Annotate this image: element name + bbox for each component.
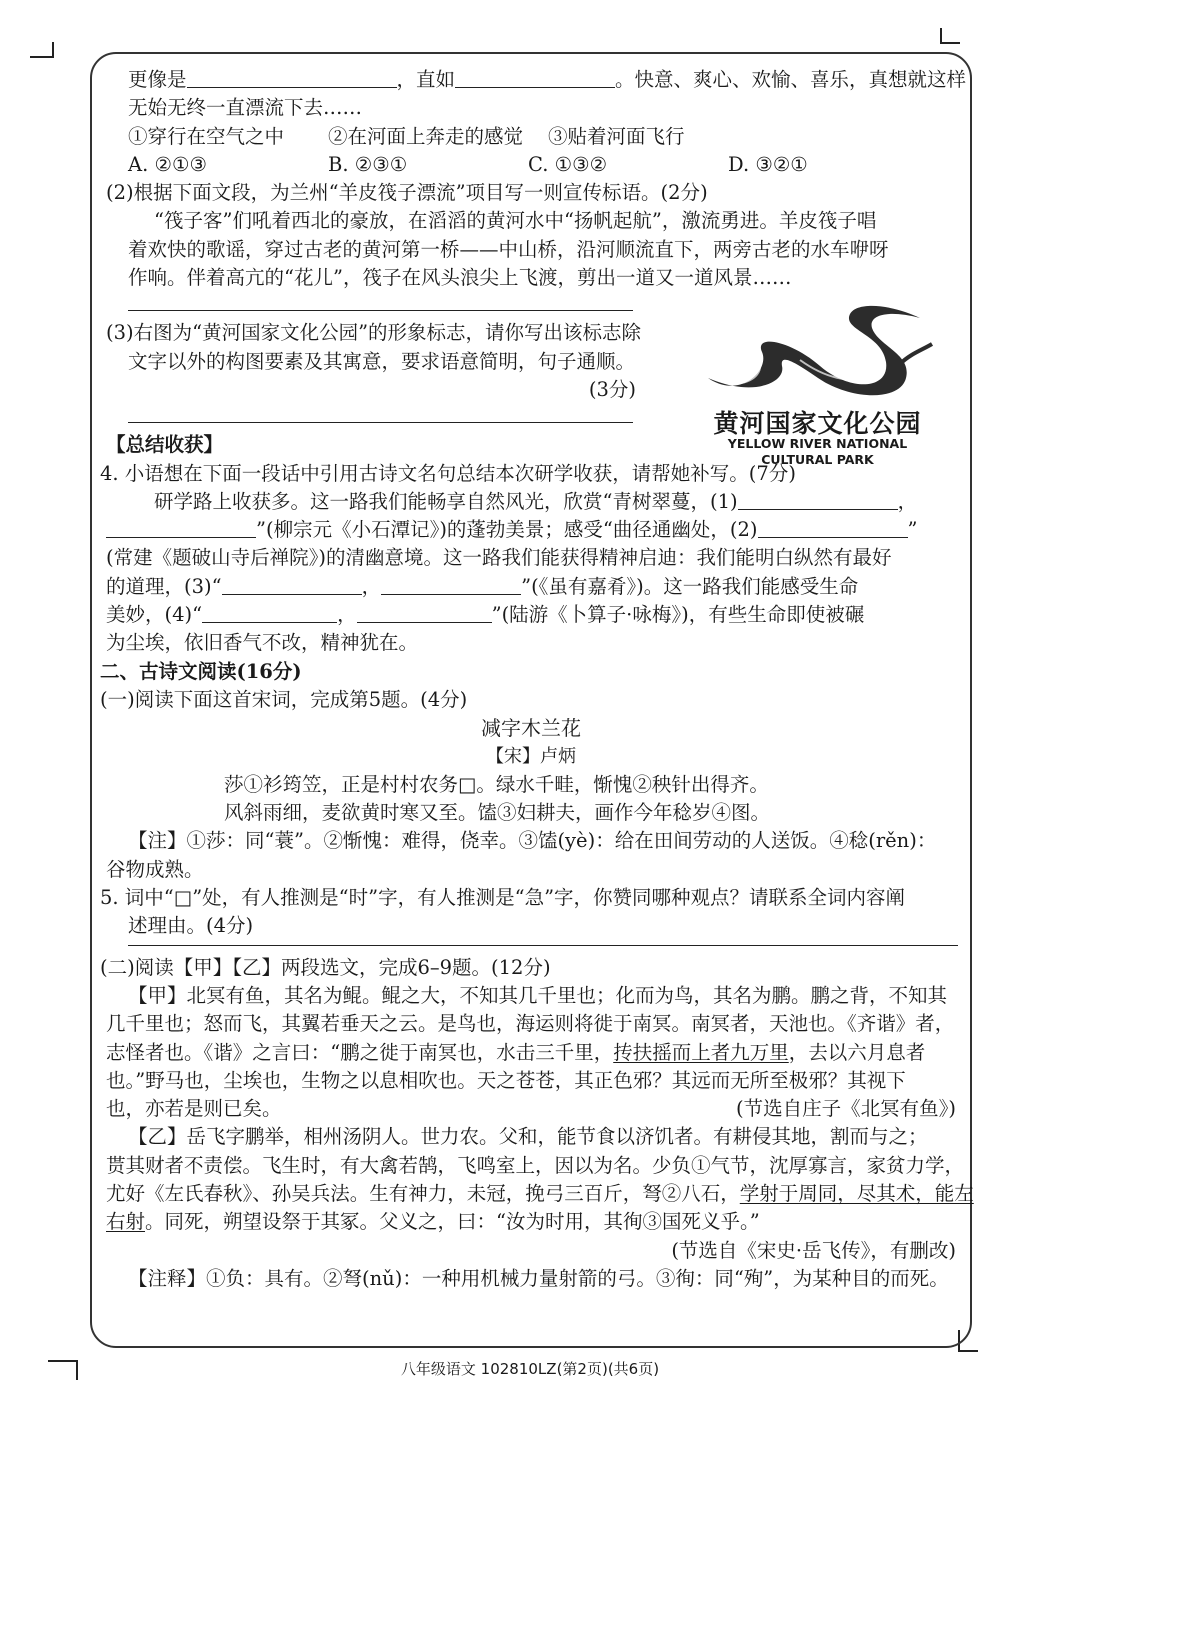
- yi-source: (节选自《宋史·岳飞传》，有删改): [671, 1238, 956, 1262]
- yi-line: 贳其财者不责偿。飞生时，有大禽若鹄，飞鸣室上，因以为名。少负①气节，沈厚寡言，家贫力学，: [106, 1153, 965, 1177]
- yi-line: [106, 1180, 974, 1208]
- text: 更像是: [128, 68, 187, 91]
- text: 研学路上收获多。这一路我们能畅享自然风光，欣赏“青树翠蔓，(1): [154, 489, 738, 513]
- q4-prompt: 4. 小语想在下面一段话中引用古诗文名句总结本次研学收获，请帮她补写。(7分): [100, 461, 796, 485]
- logo-name-en-2: CULTURAL PARK: [761, 452, 874, 467]
- yi-line: [106, 1208, 956, 1236]
- yellow-river-logo: [690, 300, 940, 467]
- page-footer: 八年级语文 102810LZ(第2页)(共6页): [400, 1360, 660, 1378]
- text: ”(《虽有嘉肴》)。这一路我们能感受生命: [521, 574, 859, 598]
- page-content: [100, 66, 974, 1293]
- summary-heading: 【总结收获】: [106, 433, 224, 457]
- q3-2-passage-line: “筏子客”们吼着西北的豪放，在滔滔的黄河水中“扬帆起航”，激流勇进。羊皮筏子唱: [154, 209, 877, 233]
- answer-blank[interactable]: [455, 67, 615, 88]
- text: ”(陆游《卜算子·咏梅》)，有些生命即使被碾: [491, 603, 865, 627]
- item: ②在河面上奔走的感觉: [328, 124, 524, 148]
- option-d[interactable]: D. ③②①: [728, 152, 808, 176]
- section2-heading: 二、古诗文阅读(16分): [100, 659, 302, 683]
- part2-heading: (二)阅读【甲】【乙】两段选文，完成6–9题。(12分): [100, 955, 551, 979]
- poem-note: 【注】①莎：同“蓑”。②惭愧：难得，侥幸。③馌(yè)：给在田间劳动的人送饭。④稔(rěn)：: [128, 829, 937, 853]
- q3-3-line: (3)右图为“黄河国家文化公园”的形象标志，请你写出该标志除: [106, 321, 642, 345]
- answer-blank-2[interactable]: [758, 517, 908, 538]
- text: ，: [897, 489, 918, 513]
- answer-blank-3b[interactable]: [381, 574, 521, 595]
- river-emblem-icon: [700, 300, 935, 400]
- q3-1-options: [106, 151, 956, 179]
- yi-line: 【乙】岳飞字鹏举，相州汤阴人。世力农。父和，能节食以济饥者。有耕侵其地，割而与之；: [128, 1125, 928, 1149]
- underlined-sentence: 右射: [106, 1210, 146, 1234]
- text: 也，亦若是则已矣。: [106, 1097, 282, 1121]
- annotation: 【注释】①负：具有。②弩(nǔ)：一种用机械力量射箭的弓。③徇：同“殉”，为某种目的而死。: [128, 1266, 949, 1290]
- q4-line: [106, 516, 956, 544]
- jia-line: [106, 1095, 956, 1123]
- poem-title: 减字木兰花: [481, 716, 581, 741]
- q3-2-passage-line: 作响。伴着高亢的“花儿”，筏子在风头浪尖上飞渡，剪出一道又一道风景……: [128, 266, 792, 290]
- text: ”(柳宗元《小石潭记》)的蓬勃美景；感受“曲径通幽处，(2): [256, 518, 758, 542]
- poem-line: 风斜雨细，麦欲黄时寒又至。馌③妇耕夫，画作今年稔岁④图。: [224, 801, 771, 825]
- jia-line: 几千里也；怒而飞，其翼若垂天之云。是鸟也，海运则将徙于南冥。南冥者，天池也。《齐谐》者，: [106, 1012, 955, 1036]
- logo-name-en-1: YELLOW RIVER NATIONAL: [727, 436, 908, 451]
- q4-line: [106, 601, 956, 629]
- answer-line[interactable]: [128, 943, 958, 946]
- q3-2-passage-line: 着欢快的歌谣，穿过古老的黄河第一桥——中山桥，沿河顺流直下，两旁古老的水车咿呀: [128, 237, 889, 261]
- part1-heading: (一)阅读下面这首宋词，完成第5题。(4分): [100, 687, 468, 711]
- text: 美妙，(4)“: [106, 603, 203, 627]
- q5-prompt: 述理由。(4分): [128, 914, 254, 938]
- crop-mark-top-right: [940, 28, 960, 44]
- text: 尤好《左氏春秋》、孙吴兵法。生有神力，未冠，挽弓三百斤，弩②八石，: [106, 1181, 740, 1205]
- answer-blank-4a[interactable]: [202, 602, 337, 623]
- jia-line: 也。”野马也，尘埃也，生物之以息相吹也。天之苍苍，其正色邪？其远而无所至极邪？其视下: [106, 1068, 906, 1092]
- underlined-sentence: 学射于周同，尽其术，能左: [739, 1181, 974, 1205]
- poem-author: 【宋】卢炳: [486, 745, 576, 767]
- q3-1-line1: [106, 66, 967, 94]
- answer-blank-4b[interactable]: [357, 602, 492, 623]
- q4-line: 为尘埃，依旧香气不改，精神犹在。: [106, 631, 419, 655]
- poem-line: 莎①衫筠笠，正是村村农务□。绿水千畦，惭愧②秧针出得齐。: [224, 772, 769, 796]
- item: ①穿行在空气之中: [128, 124, 285, 148]
- text: ，直如: [396, 68, 456, 91]
- q5-prompt: 5. 词中“□”处，有人推测是“时”字，有人推测是“急”字，你赞同哪种观点？请联系全词内容阐: [100, 886, 906, 910]
- text: ，: [361, 574, 382, 598]
- text: 。同死，朔望设祭于其冢。父义之，曰：“汝为时用，其徇③国死义乎。”: [145, 1210, 760, 1234]
- answer-line[interactable]: [128, 420, 633, 423]
- q3-3-line: 文字以外的构图要素及其寓意，要求语意简明，句子通顺。: [128, 349, 636, 373]
- answer-blank-1a[interactable]: [738, 489, 898, 510]
- q3-1-line2: 无始无终一直漂流下去……: [128, 96, 363, 120]
- text: ”: [907, 518, 918, 542]
- q4-line: [106, 488, 956, 516]
- option-b[interactable]: B. ②③①: [328, 152, 408, 176]
- crop-mark-top-left: [30, 42, 54, 58]
- poem-note: 谷物成熟。: [106, 857, 204, 881]
- text: ，去以六月息者: [788, 1040, 926, 1064]
- jia-line: [106, 1039, 956, 1067]
- logo-name-cn: 黄河国家文化公园: [713, 409, 922, 438]
- answer-blank[interactable]: [187, 67, 397, 88]
- jia-source: (节选自庄子《北冥有鱼》): [736, 1097, 956, 1121]
- q3-1-items: [106, 123, 956, 151]
- q4-line: [106, 573, 956, 601]
- text: 。快意、爽心、欢愉、喜乐，真想就这样: [615, 68, 967, 91]
- item: ③贴着河面飞行: [548, 124, 685, 148]
- text: 的道理，(3)“: [106, 574, 222, 598]
- jia-line: 【甲】北冥有鱼，其名为鲲。鲲之大，不知其几千里也；化而为鸟，其名为鹏。鹏之背，不知其: [128, 983, 948, 1007]
- text: ，: [337, 603, 357, 627]
- answer-line[interactable]: [128, 308, 633, 311]
- q3-3-score: (3分): [588, 377, 636, 401]
- option-a[interactable]: A. ②①③: [128, 152, 207, 176]
- q3-2-prompt: (2)根据下面文段，为兰州“羊皮筏子漂流”项目写一则宣传标语。(2分): [106, 181, 708, 205]
- underlined-sentence: 抟扶摇而上者九万里: [613, 1040, 789, 1064]
- answer-blank-3a[interactable]: [222, 574, 362, 595]
- answer-blank-1b[interactable]: [106, 517, 256, 538]
- q4-line: (常建《题破山寺后禅院》)的清幽意境。这一路我们能获得精神启迪：我们能明白纵然有最好: [106, 546, 892, 570]
- option-c[interactable]: C. ①③②: [528, 152, 608, 176]
- text: 志怪者也。《谐》之言曰：“鹏之徙于南冥也，水击三千里，: [106, 1040, 614, 1064]
